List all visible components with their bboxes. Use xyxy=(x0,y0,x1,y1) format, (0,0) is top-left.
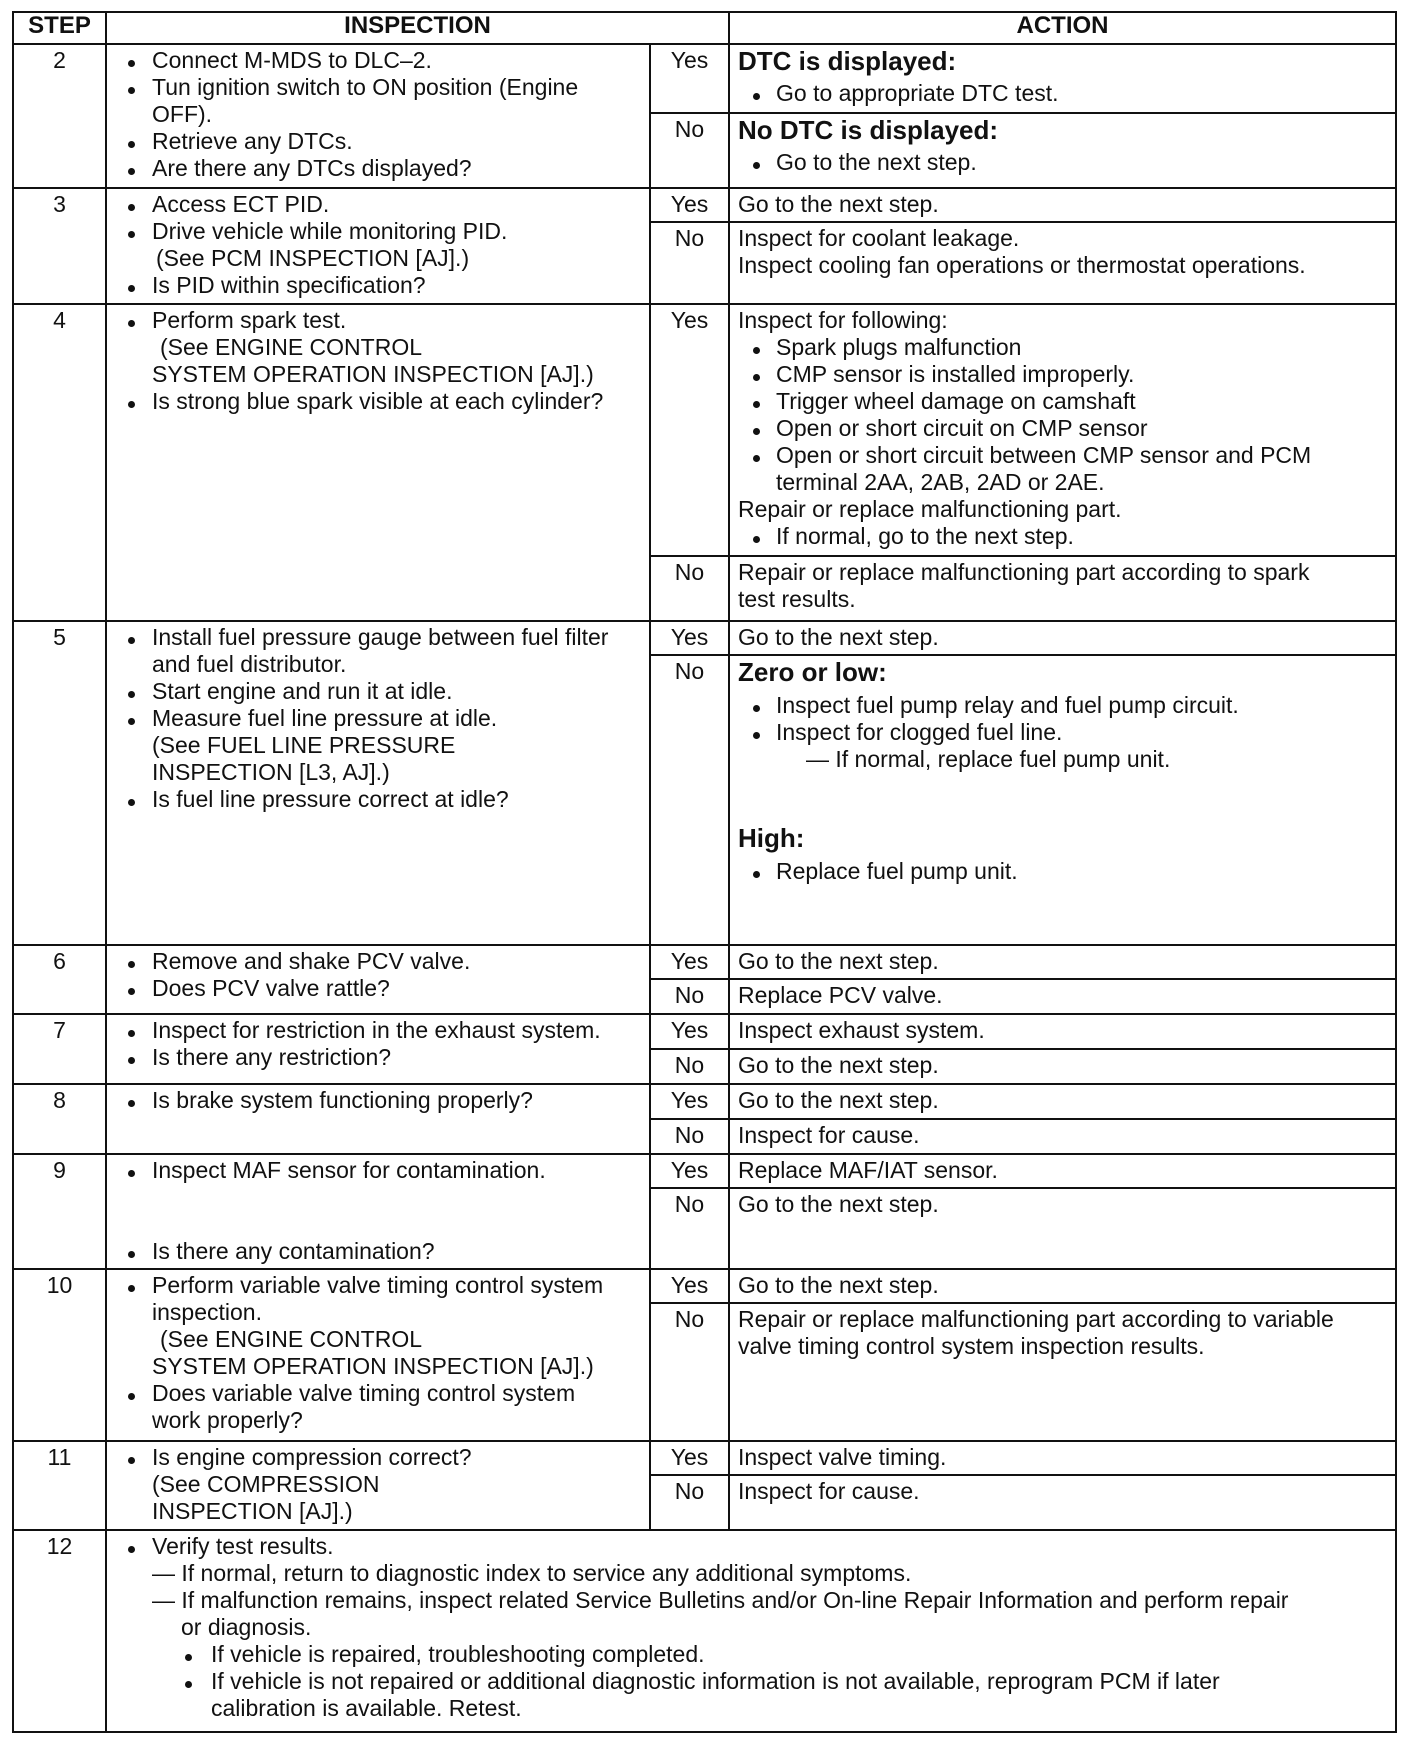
action-text: Repair or replace malfunctioning part. xyxy=(738,496,1122,522)
action-text: valve timing control system inspection results. xyxy=(738,1333,1205,1359)
action-text: Trigger wheel damage on camshaft xyxy=(776,388,1136,414)
inspection-text: Retrieve any DTCs. xyxy=(152,128,353,154)
bullet-icon xyxy=(128,60,135,67)
action-text: Go to the next step. xyxy=(776,149,977,175)
yes-label: Yes xyxy=(670,1087,709,1113)
bullet-icon xyxy=(128,1457,135,1464)
header-inspection: INSPECTION xyxy=(344,12,491,39)
step-number: 6 xyxy=(53,948,66,974)
step-number: 4 xyxy=(53,307,66,333)
action-text: CMP sensor is installed improperly. xyxy=(776,361,1135,387)
bullet-icon xyxy=(128,168,135,175)
action-text: Inspect for coolant leakage. xyxy=(738,225,1020,251)
bullet-icon xyxy=(753,374,760,381)
step-number: 2 xyxy=(53,47,66,73)
inspection-text: Tun ignition switch to ON position (Engine xyxy=(152,74,579,100)
inspection-text: SYSTEM OPERATION INSPECTION [AJ].) xyxy=(152,361,594,387)
inspection-text: (See COMPRESSION xyxy=(152,1471,380,1497)
bullet-icon xyxy=(128,141,135,148)
inspection-text: INSPECTION [AJ].) xyxy=(152,1498,353,1524)
no-label: No xyxy=(674,1191,705,1217)
action-text: Replace fuel pump unit. xyxy=(776,858,1018,884)
action-text: Inspect for clogged fuel line. xyxy=(776,719,1063,745)
bullet-icon xyxy=(128,799,135,806)
inspection-text: (See FUEL LINE PRESSURE xyxy=(152,732,456,758)
inspection-text: OFF). xyxy=(152,101,213,127)
inspection-text: Is PID within specification? xyxy=(152,272,426,298)
step-number: 5 xyxy=(53,624,66,650)
step-number: 10 xyxy=(46,1272,73,1298)
bullet-icon xyxy=(753,401,760,408)
action-text: — If normal, replace fuel pump unit. xyxy=(806,746,1171,772)
action-text: Go to the next step. xyxy=(738,1087,939,1113)
inspection-text: Connect M-MDS to DLC–2. xyxy=(152,47,432,73)
bullet-icon xyxy=(128,320,135,327)
no-label: No xyxy=(674,1478,705,1504)
action-text: Inspect for cause. xyxy=(738,1478,920,1504)
yes-label: Yes xyxy=(670,191,709,217)
no-label: No xyxy=(674,225,705,251)
no-label: No xyxy=(674,982,705,1008)
no-label: No xyxy=(674,658,705,684)
bullet-icon xyxy=(185,1681,192,1688)
action-text: Inspect for cause. xyxy=(738,1122,920,1148)
inspection-text: Is brake system functioning properly? xyxy=(152,1087,533,1113)
inspection-text: Measure fuel line pressure at idle. xyxy=(152,705,498,731)
bullet-icon xyxy=(128,637,135,644)
action-text: test results. xyxy=(738,586,856,612)
bullet-icon xyxy=(753,347,760,354)
action-text: Repair or replace malfunctioning part according to variable xyxy=(738,1306,1334,1332)
inspection-text: — If normal, return to diagnostic index to service any additional symptoms. xyxy=(152,1560,912,1586)
bullet-icon xyxy=(128,1170,135,1177)
bullet-icon xyxy=(128,285,135,292)
inspection-text: (See ENGINE CONTROL xyxy=(160,1326,422,1352)
inspection-text: Inspect MAF sensor for contamination. xyxy=(152,1157,546,1183)
header-action: ACTION xyxy=(1016,12,1109,39)
bullet-icon xyxy=(753,162,760,169)
action-text: Inspect cooling fan operations or thermostat operations. xyxy=(738,252,1306,278)
action-text: Spark plugs malfunction xyxy=(776,334,1022,360)
action-text: If normal, go to the next step. xyxy=(776,523,1074,549)
inspection-text: and fuel distributor. xyxy=(152,651,347,677)
bullet-icon xyxy=(128,1546,135,1553)
inspection-text: Access ECT PID. xyxy=(152,191,330,217)
yes-label: Yes xyxy=(670,948,709,974)
action-heading: DTC is displayed: xyxy=(738,46,957,76)
bullet-icon xyxy=(753,428,760,435)
bullet-icon xyxy=(128,1393,135,1400)
bullet-icon xyxy=(753,871,760,878)
header-step: STEP xyxy=(28,12,91,39)
yes-label: Yes xyxy=(670,1444,709,1470)
bullet-icon xyxy=(128,231,135,238)
action-text: Inspect exhaust system. xyxy=(738,1017,985,1043)
action-heading: High: xyxy=(738,823,805,853)
yes-label: Yes xyxy=(670,1017,709,1043)
inspection-text: Is engine compression correct? xyxy=(152,1444,472,1470)
inspection-text: Start engine and run it at idle. xyxy=(152,678,453,704)
no-label: No xyxy=(674,1306,705,1332)
no-label: No xyxy=(674,1052,705,1078)
action-text: Open or short circuit on CMP sensor xyxy=(776,415,1148,441)
inspection-text: Is strong blue spark visible at each cylinder? xyxy=(152,388,604,414)
bullet-icon xyxy=(128,718,135,725)
inspection-text: Is there any contamination? xyxy=(152,1238,435,1264)
inspection-text: (See ENGINE CONTROL xyxy=(160,334,422,360)
no-label: No xyxy=(674,116,705,142)
inspection-text: Does variable valve timing control system xyxy=(152,1380,576,1406)
yes-label: Yes xyxy=(670,1157,709,1183)
bullet-icon xyxy=(753,455,760,462)
inspection-text: Inspect for restriction in the exhaust system. xyxy=(152,1017,601,1043)
inspection-text: Are there any DTCs displayed? xyxy=(152,155,472,181)
action-text: Go to the next step. xyxy=(738,1052,939,1078)
inspection-text: Does PCV valve rattle? xyxy=(152,975,390,1001)
yes-label: Yes xyxy=(670,1272,709,1298)
step-number: 9 xyxy=(53,1157,66,1183)
inspection-text: Install fuel pressure gauge between fuel filter xyxy=(152,624,609,650)
action-text: Inspect for following: xyxy=(738,307,948,333)
action-text: Open or short circuit between CMP sensor and PCM xyxy=(776,442,1312,468)
inspection-text: calibration is available. Retest. xyxy=(211,1695,522,1721)
bullet-icon xyxy=(128,204,135,211)
bullet-icon xyxy=(128,1030,135,1037)
bullet-icon xyxy=(128,1057,135,1064)
action-text: Repair or replace malfunctioning part according to spark xyxy=(738,559,1310,585)
inspection-text: work properly? xyxy=(152,1407,303,1433)
no-label: No xyxy=(674,1122,705,1148)
inspection-text: INSPECTION [L3, AJ].) xyxy=(152,759,390,785)
action-text: Go to the next step. xyxy=(738,191,939,217)
action-text: Inspect valve timing. xyxy=(738,1444,947,1470)
action-text: terminal 2AA, 2AB, 2AD or 2AE. xyxy=(776,469,1105,495)
inspection-text: Verify test results. xyxy=(152,1533,334,1559)
bullet-icon xyxy=(753,732,760,739)
bullet-icon xyxy=(128,401,135,408)
action-text: Go to the next step. xyxy=(738,1272,939,1298)
action-text: Replace PCV valve. xyxy=(738,982,943,1008)
inspection-text: If vehicle is not repaired or additional diagnostic information is not available, reprogram PCM if later xyxy=(211,1668,1220,1694)
bullet-icon xyxy=(753,93,760,100)
step-number: 3 xyxy=(53,191,66,217)
action-text: Go to appropriate DTC test. xyxy=(776,80,1059,106)
inspection-text: Perform spark test. xyxy=(152,307,347,333)
bullet-icon xyxy=(128,961,135,968)
yes-label: Yes xyxy=(670,624,709,650)
bullet-icon xyxy=(128,988,135,995)
inspection-text: Perform variable valve timing control system xyxy=(152,1272,604,1298)
inspection-text: Remove and shake PCV valve. xyxy=(152,948,471,974)
step-number: 12 xyxy=(46,1533,73,1559)
bullet-icon xyxy=(128,1285,135,1292)
inspection-text: SYSTEM OPERATION INSPECTION [AJ].) xyxy=(152,1353,594,1379)
inspection-text: Is there any restriction? xyxy=(152,1044,392,1070)
step-number: 11 xyxy=(47,1444,72,1470)
yes-label: Yes xyxy=(670,307,709,333)
action-text: Go to the next step. xyxy=(738,948,939,974)
inspection-text: If vehicle is repaired, troubleshooting completed. xyxy=(211,1641,705,1667)
action-text: Inspect fuel pump relay and fuel pump circuit. xyxy=(776,692,1239,718)
bullet-icon xyxy=(753,536,760,543)
inspection-text: or diagnosis. xyxy=(181,1614,312,1640)
inspection-text: inspection. xyxy=(152,1299,262,1325)
bullet-icon xyxy=(128,87,135,94)
action-heading: Zero or low: xyxy=(738,657,887,687)
action-text: Go to the next step. xyxy=(738,624,939,650)
inspection-text: Is fuel line pressure correct at idle? xyxy=(152,786,509,812)
bullet-icon xyxy=(185,1654,192,1661)
no-label: No xyxy=(674,559,705,585)
step-number: 8 xyxy=(53,1087,66,1113)
action-heading: No DTC is displayed: xyxy=(738,115,999,145)
action-text: Go to the next step. xyxy=(738,1191,939,1217)
yes-label: Yes xyxy=(670,47,709,73)
bullet-icon xyxy=(128,691,135,698)
step-number: 7 xyxy=(53,1017,66,1043)
action-text: Replace MAF/IAT sensor. xyxy=(738,1157,998,1183)
inspection-text: (See PCM INSPECTION [AJ].) xyxy=(156,245,470,271)
bullet-icon xyxy=(128,1100,135,1107)
inspection-text: — If malfunction remains, inspect related Service Bulletins and/or On-line Repair Information and perform repair xyxy=(152,1587,1289,1613)
bullet-icon xyxy=(128,1251,135,1258)
bullet-icon xyxy=(753,705,760,712)
inspection-text: Drive vehicle while monitoring PID. xyxy=(152,218,508,244)
